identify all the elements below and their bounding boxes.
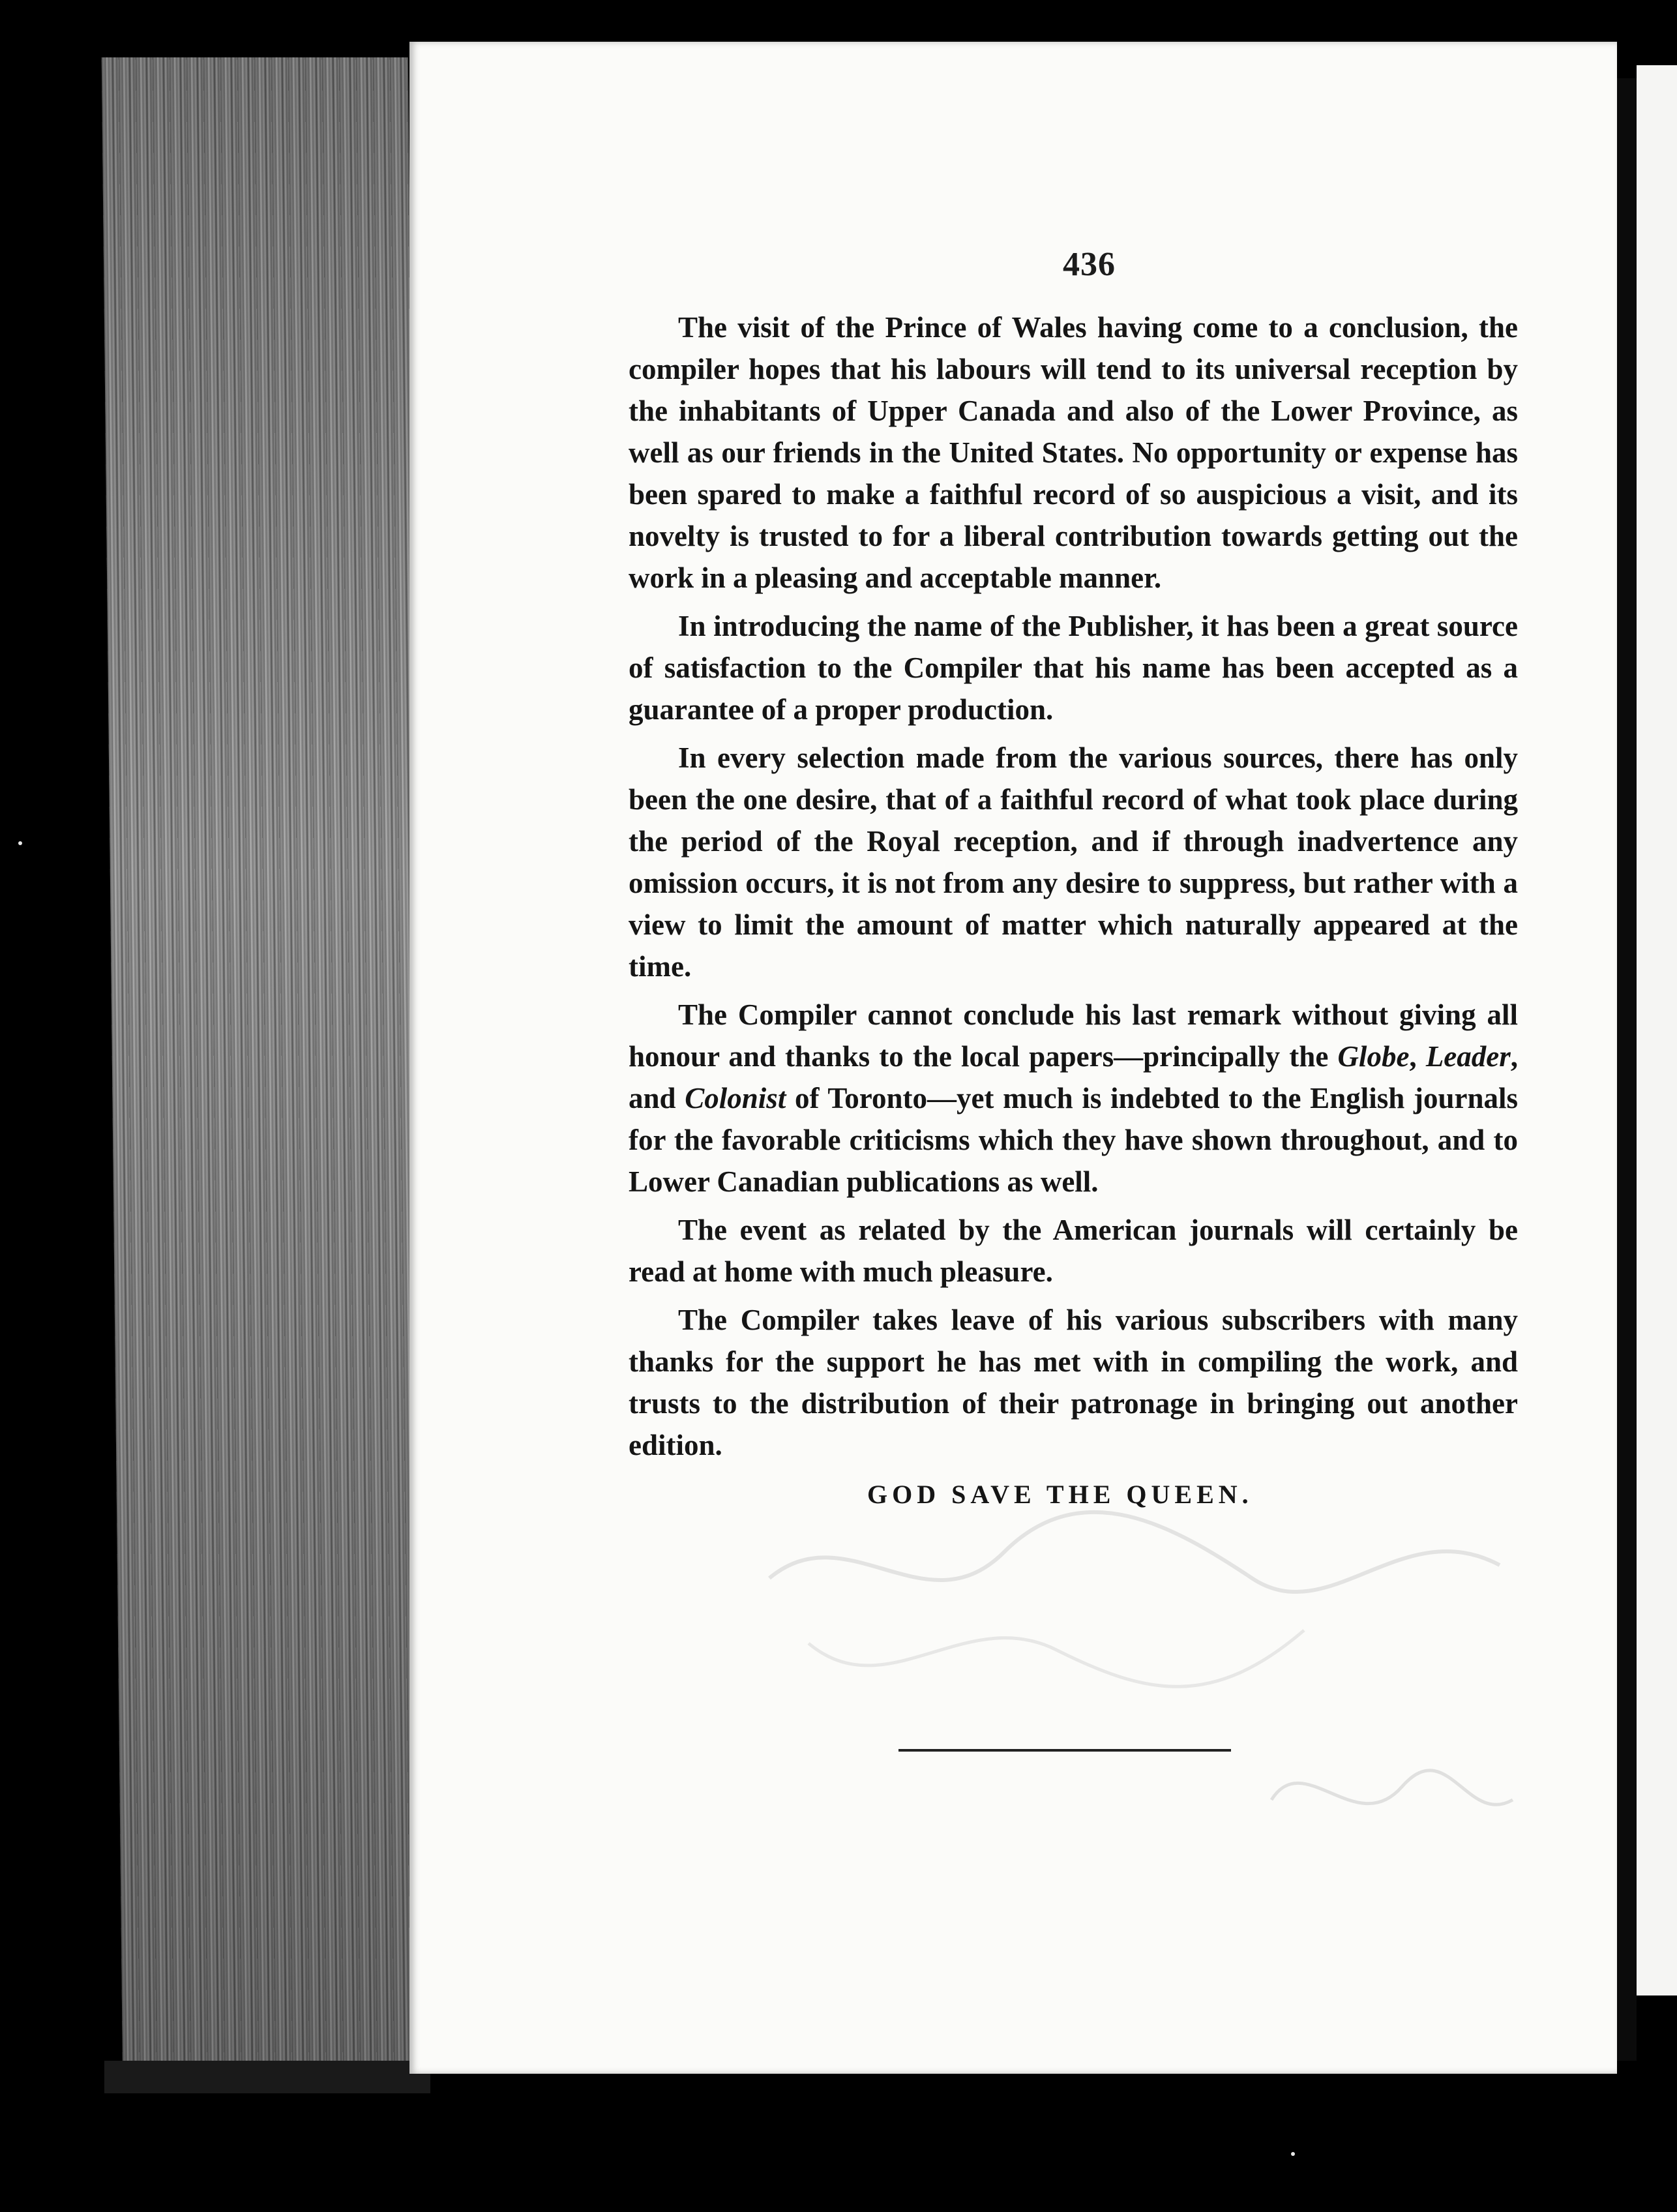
paragraph: The Compiler takes leave of his various subscribers with many thanks for the support he has met with in compiling the work, and trusts to the distribution of their patronage in bringing out another edition. (629, 1304, 1518, 1461)
paragraph: In every selection made from the various sources, there has only been the one desire, that of a faithful record of what took place during the period of the Royal reception, and if through inadvertence any omission occurs, it is not from any desire to suppress, but rather with a view to limit the amount of matter which naturally appeared at the time. (629, 741, 1518, 983)
paragraph: In introducing the name of the Publisher, it has been a great source of satisfaction to the Compiler that his name has been accepted as a guarantee of a proper production. (629, 610, 1518, 726)
end-rule (898, 1749, 1231, 1752)
scan-dust (1291, 2152, 1295, 2156)
paragraph-text: The Compiler cannot conclude his last remark without giving all honour and thanks to the local papers—principally the (629, 998, 1518, 1073)
closing-line: GOD SAVE THE QUEEN. (867, 1480, 1253, 1509)
right-gutter (1617, 78, 1637, 2061)
newspaper-title-leader: Leader (1425, 1040, 1511, 1073)
paragraph: The event as related by the American journals will certainly be read at home with much pleasure. (629, 1214, 1518, 1288)
book-page-edges (102, 57, 430, 2085)
facing-page-sliver (1637, 65, 1677, 1995)
newspaper-title-globe: Globe (1337, 1040, 1410, 1073)
body-text (629, 306, 1518, 1472)
paragraph: The visit of the Prince of Wales having come to a conclusion, the compiler hopes that his labours will tend to its universal reception by the inhabitants of Upper Canada and also of the Lower Province, as well as our friends in the United States. No opportunity or expense has been spared to make a faithful record of so auspicious a visit, and its novelty is trusted to for a liberal contribution towards getting out the work in a pleasing and acceptable manner. (629, 311, 1518, 594)
paragraph-text: , and (629, 1040, 1519, 1114)
scan-dust (18, 841, 22, 845)
paragraph-text: of Toronto—yet much is indebted to the English journals for the favorable criticisms which they have shown throughout, and to Lower Canadian publications as well. (629, 1082, 1518, 1198)
book-bottom-shadow (104, 2061, 430, 2093)
newspaper-title-colonist: Colonist (685, 1082, 786, 1114)
page-number: 436 (1063, 246, 1116, 283)
paragraph (629, 994, 1518, 1203)
paragraph-text: , (1409, 1040, 1426, 1073)
